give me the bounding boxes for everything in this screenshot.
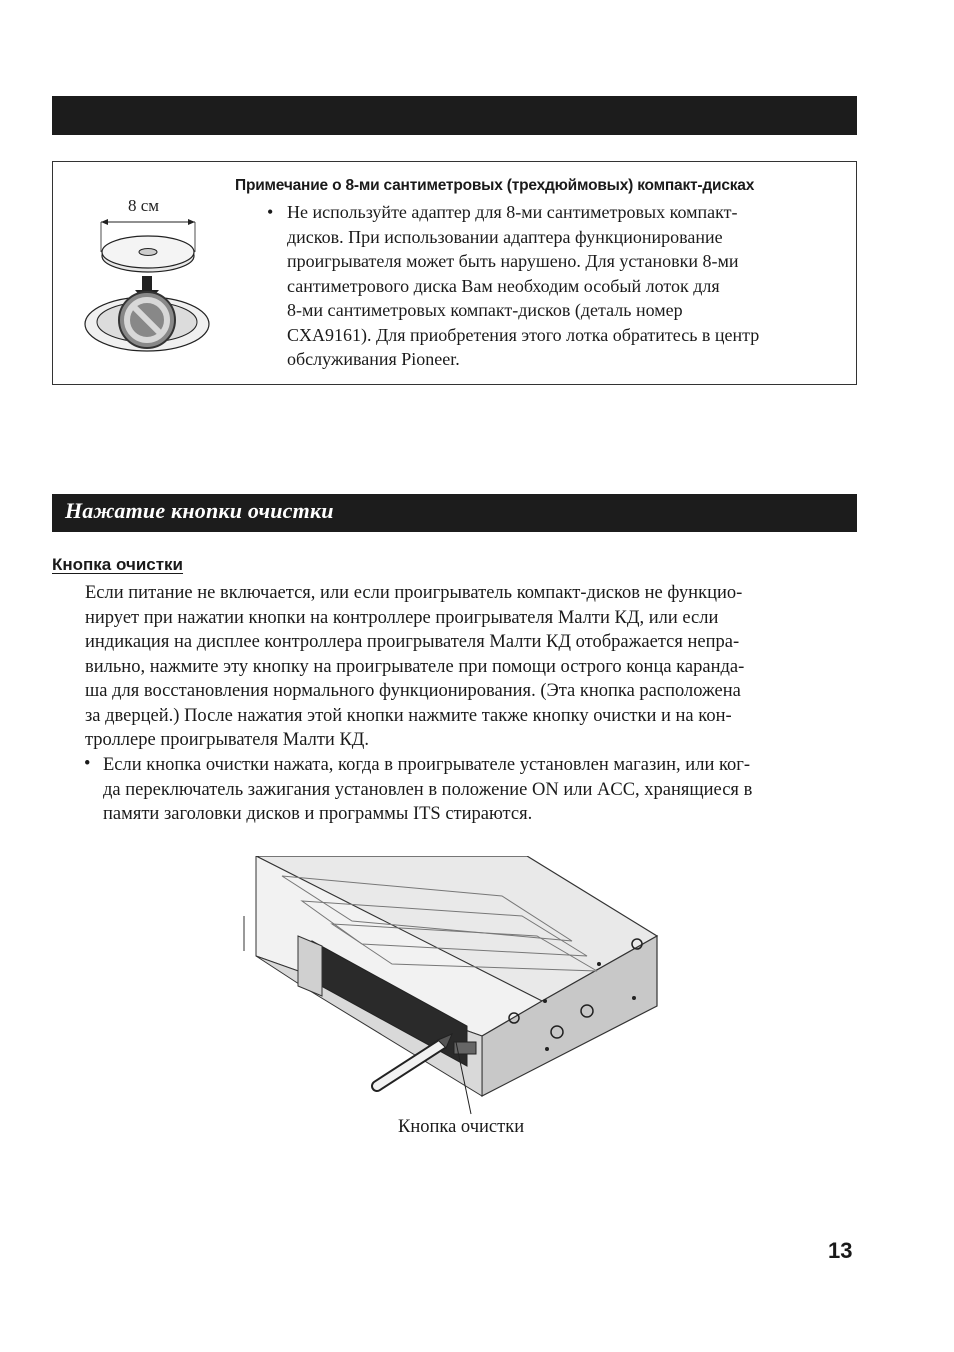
note-line: Не используйте адаптер для 8-ми сантиметровых компакт-	[287, 202, 738, 222]
header-bar	[52, 96, 857, 135]
bullet-icon: •	[84, 754, 91, 774]
note-text	[287, 200, 847, 372]
figure-caption: Кнопка очистки	[398, 1117, 525, 1137]
bullet-line: памяти заголовки дисков и программы ITS стираются.	[103, 804, 533, 824]
note-line: 8-ми сантиметровых компакт-дисков (деталь номер	[287, 300, 683, 320]
bullet-line: да переключатель зажигания установлен в положение ON или ACC, хранящиеся в	[103, 779, 753, 800]
page-number: 13	[828, 1238, 853, 1263]
note-title: Примечание о 8-ми сантиметровых (трехдюймовых) компакт-дисках	[235, 177, 755, 194]
paragraph-line: ша для восстановления нормального функционирования. (Эта кнопка расположена	[85, 681, 741, 701]
bullet-line: Если кнопка очистки нажата, когда в проигрывателе установлен магазин, или ког-	[103, 755, 751, 775]
note-line: сантиметрового диска Вам необходим особый лоток для	[287, 275, 720, 296]
paragraph-line: за дверцей.) После нажатия этой кнопки нажмите также кнопку очистки и на кон-	[85, 705, 732, 726]
disc-size-label: 8 см	[128, 196, 160, 215]
disc-adapter-prohibited-icon	[81, 192, 221, 352]
paragraph-line: индикация на дисплее контроллера проигрывателя Малти КД отображается непра-	[85, 632, 740, 652]
paragraph-line: Если питание не включается, или если проигрыватель компакт-дисков не функцио-	[85, 583, 743, 603]
note-line: CXA9161). Для приобретения этого лотка обратитесь в центр	[287, 324, 760, 345]
note-line: обслуживания Pioneer.	[287, 349, 460, 369]
note-box	[52, 161, 857, 385]
bullet-icon: •	[267, 202, 274, 222]
paragraph-line: нирует при нажатии кнопки на контроллере проигрывателя Малти КД, или если	[85, 607, 719, 628]
subsection-heading: Кнопка очистки	[52, 555, 184, 574]
section-header-bar	[52, 494, 857, 532]
cd-changer-unit-icon	[242, 856, 662, 1116]
paragraph-line: троллере проигрывателя Малти КД.	[85, 730, 370, 750]
note-line: проигрывателя может быть нарушено. Для установки 8-ми	[287, 251, 739, 271]
bullet-text	[103, 753, 863, 827]
note-line: дисков. При использовании адаптера функционирование	[287, 226, 723, 247]
body-paragraph	[85, 581, 860, 753]
section-title: Нажатие кнопки очистки	[65, 498, 334, 523]
paragraph-line: вильно, нажмите эту кнопку на проигрывателе при помощи острого конца каранда-	[85, 656, 745, 677]
